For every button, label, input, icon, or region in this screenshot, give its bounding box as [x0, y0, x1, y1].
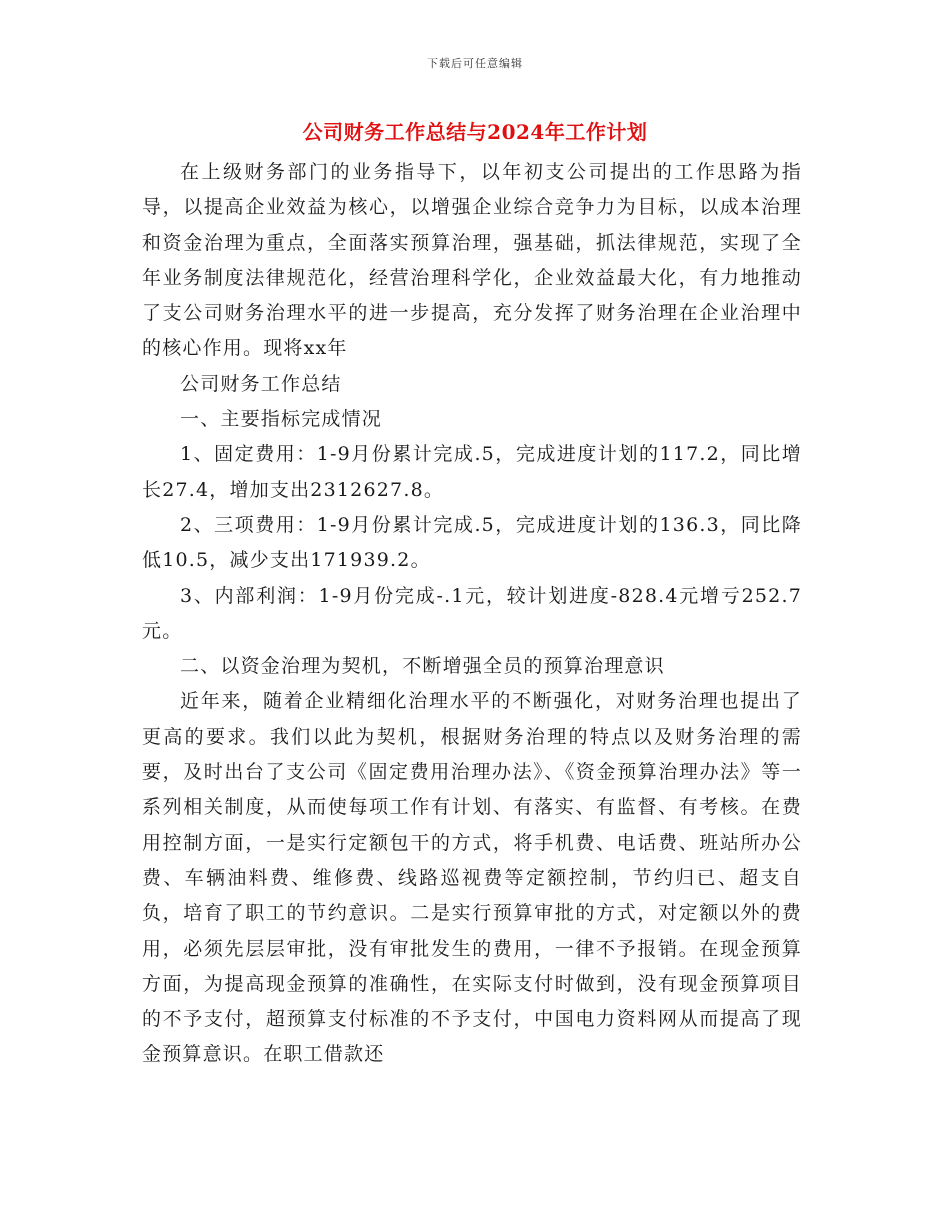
- document-body: [142, 155, 802, 1073]
- paragraph-three-costs: 2、三项费用：1-9月份累计完成.5，完成进度计划的136.3，同比降低10.5，减少支出171939.2。: [142, 513, 802, 572]
- paragraph-intro: 在上级财务部门的业务指导下，以年初支公司提出的工作思路为指导，以提高企业效益为核心，以增强企业综合竞争力为目标，以成本治理和资金治理为重点，全面落实预算治理，强基础，抓法律规范，实现了全年业务制度法律规范化，经营治理科学化，企业效益最大化，有力地推动了支公司财务治理水平的进一步提高，充分发挥了财务治理在企业治理中的核心作用。现将xx年: [142, 161, 802, 360]
- paragraph-summary-heading: 公司财务工作总结: [180, 372, 342, 395]
- header-note: 下载后可任意编辑: [427, 57, 523, 70]
- paragraph-fixed-costs: 1、固定费用：1-9月份累计完成.5，完成进度计划的117.2，同比增长27.4，增加支出2312627.8。: [142, 443, 802, 501]
- document-title: 公司财务工作总结与2024年工作计划: [302, 120, 648, 144]
- paragraph-internal-profit: 3、内部利润：1-9月份完成-.1元，较计划进度-828.4元增亏252.7元。: [142, 584, 802, 642]
- paragraph-recent-years: 近年来，随着企业精细化治理水平的不断强化，对财务治理也提出了更高的要求。我们以此为契机，根据财务治理的特点以及财务治理的需要，及时出台了支公司《固定费用治理办法》、《资金预算治理办法》等一系列相关制度，从而使每项工作有计划、有落实、有监督、有考核。在费用控制方面，一是实行定额包干的方式，将手机费、电话费、班站所办公费、车辆油料费、维修费、线路巡视费等定额控制，节约归已、超支自负，培育了职工的节约意识。二是实行预算审批的方式，对定额以外的费用，必须先层层审批，没有审批发生的费用，一律不予报销。在现金预算方面，为提高现金预算的准确性，在实际支付时做到，没有现金预算项目的不予支付，超预算支付标准的不予支付，中国电力资料网从而提高了现金预算意识。在职工借款还: [142, 690, 802, 1066]
- section-heading-fund-management: 二、以资金治理为契机，不断增强全员的预算治理意识: [180, 655, 665, 678]
- section-heading-indicators: 一、主要指标完成情况: [180, 408, 383, 431]
